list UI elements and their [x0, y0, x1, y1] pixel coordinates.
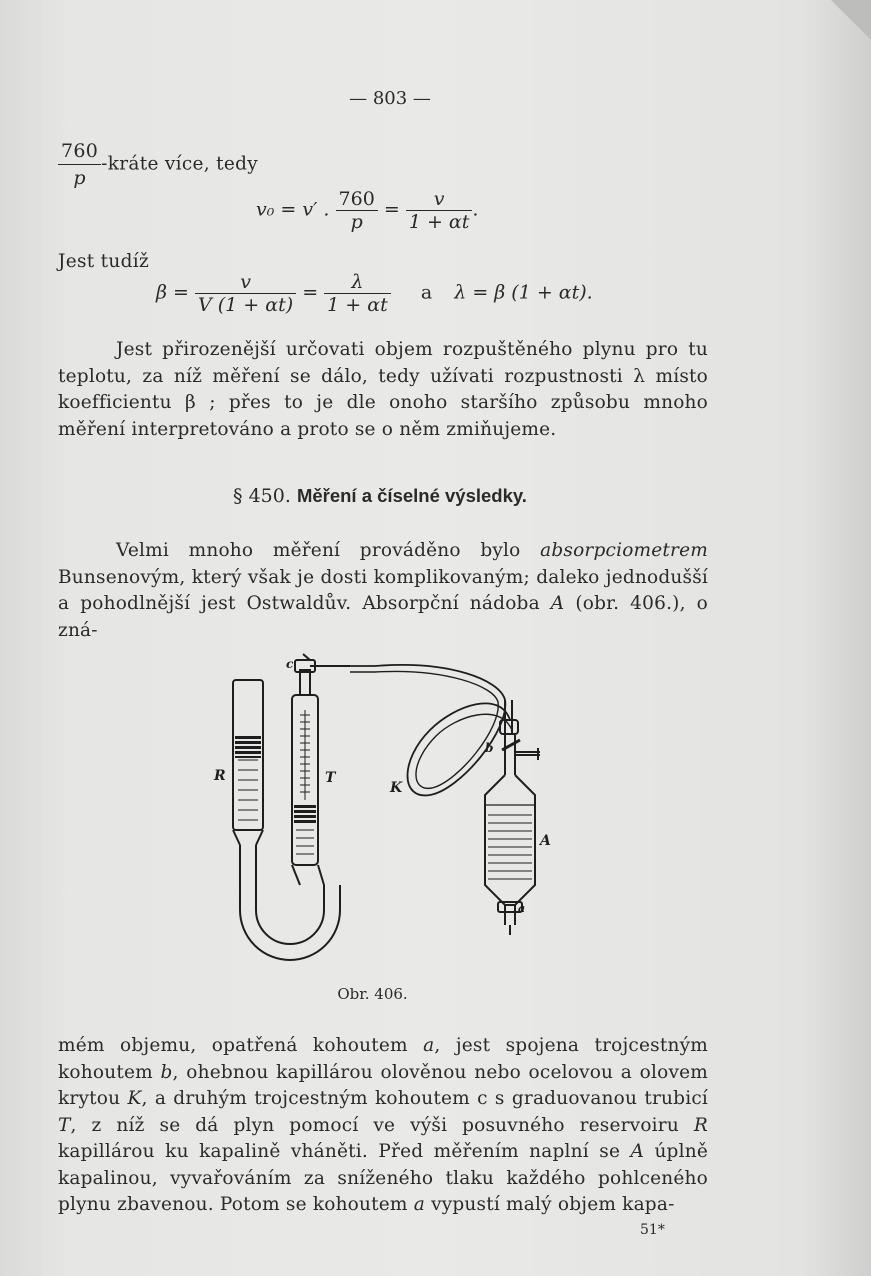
label-K: K — [390, 780, 403, 796]
page-number: — 803 — — [349, 88, 431, 109]
signature-mark: 51* — [640, 1222, 665, 1238]
paragraph-1: Jest přirozenější určovati objem rozpuštěného plynu pro tu teplotu, za níž měření se dálo, tedy užívati rozpustnosti λ místo koefficientu β ; přes to je dle onoho staršího způsobu mnoho měření interpretováno a proto se o něm zmiňujeme. — [58, 339, 708, 440]
paragraph-3: mém objemu, opatřená kohoutem a, jest spojena trojcestným kohoutem b, ohebnou kapillárou olověnou nebo ocelovou a olovem krytou K, a druhým trojcestným kohoutem c s graduovanou trubicí T, z níž se dá plyn pomocí ve výši posuvného reservoiru R kapillárou ku kapalině vháněti. Před měřením naplní se A úplně kapalinou, vyvařováním za sníženého tlaku každého pohlceného plynu zbavenou. Potom se kohoutem a vypustí malý objem kapa- — [58, 1035, 709, 1215]
figure-caption: Obr. 406. — [337, 985, 408, 1003]
label-A: A — [540, 833, 551, 849]
reservoir-R — [233, 680, 263, 845]
label-R: R — [214, 768, 226, 784]
section-heading — [0, 485, 760, 507]
folded-corner — [831, 0, 871, 40]
intro-text: -kráte více, tedy — [101, 153, 258, 175]
label-c: c — [286, 657, 294, 671]
fraction-760-p: $\frac{760}{p}$ — [58, 138, 101, 191]
stopcock-b — [502, 735, 540, 775]
absorption-vessel-A — [485, 775, 535, 935]
graduated-tube-T — [292, 695, 324, 885]
section-title: Měření a číselné výsledky. — [296, 485, 527, 506]
label-a: a — [518, 902, 526, 915]
stopcock-c — [295, 654, 350, 695]
label-b: b — [485, 741, 494, 755]
apparatus-figure — [200, 640, 570, 980]
equation-beta: β = $\frac{v}{V (1 + \alpha t)}$ = $\frac{\lambda}{1 + \alpha t}$ a λ = β (1 + αt). — [156, 271, 593, 316]
section-number: § 450. — [233, 485, 291, 507]
jest-tudiz: Jest tudíž — [58, 251, 150, 272]
intro-line — [58, 138, 258, 191]
label-T: T — [325, 770, 336, 786]
paragraph-2: Velmi mnoho měření prováděno bylo absorpciometrem Bunsenovým, který však je dosti komplikovaným; daleko jednodušší a pohodlnější jest Ostwaldův. Absorpční nádoba A (obr. 406.), o zná- — [58, 540, 708, 641]
equation-v0: v₀ = v′ . $\frac{760}{p}$ = $\frac{v}{1 + \alpha t}$ . — [256, 188, 479, 233]
